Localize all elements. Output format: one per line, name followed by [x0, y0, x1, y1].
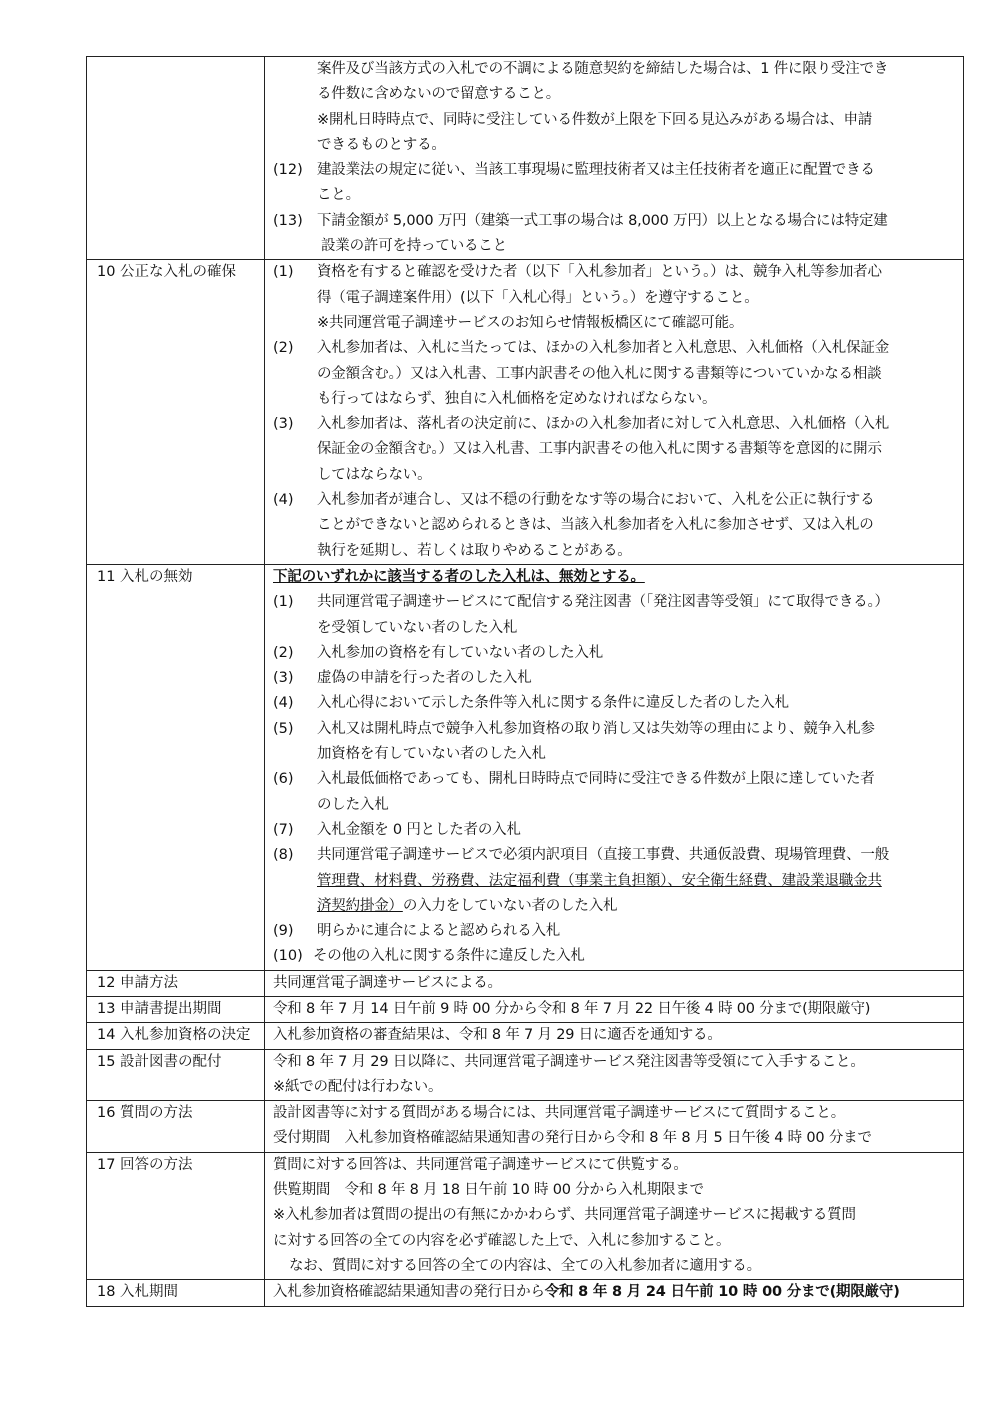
list-item — [273, 488, 955, 564]
text-line: 入札参加資格の審査結果は、令和 8 年 7 月 29 日に適否を通知する。 — [273, 1027, 722, 1044]
text-line: こと。 — [317, 187, 360, 204]
text-line: 令和 8 年 7 月 29 日以降に、共同運営電子調達サービス発注図書等受領にて入手すること。 — [273, 1053, 865, 1070]
text-line: のした入札 — [317, 796, 389, 813]
item-number: (5) — [273, 720, 294, 737]
text-line: 令和 8 年 7 月 14 日午前 9 時 00 分から令和 8 年 7 月 22 日午後 4 時 00 分まで(期限厳守) — [273, 1000, 871, 1017]
item-number: (3) — [273, 416, 294, 433]
text-line: 共同運営電子調達サービスにて配信する発注図書（「発注図書等受領」にて取得できる。） — [317, 594, 889, 611]
list-item — [273, 336, 955, 412]
text-line: 設業の許可を持っていること — [321, 238, 507, 255]
list-item — [273, 691, 955, 716]
text-line: 加資格を有していない者のした入札 — [317, 746, 546, 763]
text-line: 入札金額を 0 円とした者の入札 — [317, 821, 521, 838]
row-label: 13 申請書提出期間 — [87, 996, 265, 1022]
row-label: 11 入札の無効 — [87, 564, 265, 970]
row-content — [265, 996, 964, 1022]
row-content — [265, 260, 964, 565]
text-line: 入札又は開札時点で競争入札参加資格の取り消し又は失効等の理由により、競争入札参 — [317, 720, 875, 737]
text-line: 資格を有すると確認を受けた者（以下「入札参加者」という。）は、競争入札等参加者心 — [317, 264, 882, 281]
deadline-text: 令和 8 年 8 月 24 日午前 10 時 00 分まで(期限厳守) — [544, 1284, 900, 1301]
text-line: を受領していない者のした入札 — [317, 619, 518, 636]
item-number: (1) — [273, 264, 294, 281]
list-item — [273, 260, 955, 336]
item-number: (1) — [273, 594, 294, 611]
list-item — [273, 412, 955, 488]
item-number: (3) — [273, 670, 294, 687]
list-item — [273, 944, 955, 969]
text-line: してはならない。 — [317, 466, 432, 483]
row-content — [265, 1023, 964, 1049]
text-line: 共同運営電子調達サービスによる。 — [273, 974, 502, 991]
text-line: 執行を延期し、若しくは取りやめることがある。 — [317, 542, 632, 559]
text-line: 設計図書等に対する質問がある場合には、共同運営電子調達サービスにて質問すること。 — [273, 1105, 845, 1122]
list-item — [273, 590, 955, 641]
row-label: 17 回答の方法 — [87, 1152, 265, 1279]
row-label: 12 申請方法 — [87, 970, 265, 996]
text-line: 明らかに連合によると認められる入札 — [317, 923, 561, 940]
list-item — [273, 717, 955, 768]
row-label: 18 入札期間 — [87, 1280, 265, 1306]
text-line: 入札参加者は、入札に当たっては、ほかの入札参加者と入札意思、入札価格（入札保証金 — [317, 340, 889, 357]
text-line: の金額含む。）又は入札書、工事内訳書その他入札に関する書類等についていかなる相談 — [317, 365, 882, 382]
row-content — [265, 970, 964, 996]
row-content — [265, 1049, 964, 1101]
text-line: 共同運営電子調達サービスで必須内訳項目（直接工事費、共通仮設費、現場管理費、一般 — [317, 847, 889, 864]
row-label: 16 質問の方法 — [87, 1101, 265, 1153]
list-item — [273, 641, 955, 666]
text-line: 受付期間 入札参加資格確認結果通知書の発行日から令和 8 年 8 月 5 日午後 4 時 00 分まで — [273, 1130, 872, 1147]
text-line: ※紙での配付は行わない。 — [273, 1078, 443, 1095]
document-table — [86, 56, 964, 1307]
text-line: 入札心得において示した条件等入札に関する条件に違反した者のした入札 — [317, 695, 789, 712]
text-line: 入札参加者が連合し、又は不穏の行動をなす等の場合において、入札を公正に執行する — [317, 492, 875, 509]
row-10 — [87, 260, 964, 565]
row-18 — [87, 1280, 964, 1306]
text-line: る件数に含めないので留意すること。 — [317, 86, 561, 103]
text-line: 供覧期間 令和 8 年 8 月 18 日午前 10 時 00 分から入札期限まで — [273, 1182, 704, 1199]
row-16 — [87, 1101, 964, 1153]
list-item — [273, 666, 955, 691]
text-line: ※開札日時時点で、同時に受注している件数が上限を下回る見込みがある場合は、申請 — [317, 111, 873, 128]
text-line: なお、質問に対する回答の全ての内容は、全ての入札参加者に適用する。 — [289, 1257, 761, 1274]
list-item — [273, 767, 955, 818]
text-line: 建設業法の規定に従い、当該工事現場に監理技術者又は主任技術者を適正に配置できる — [317, 162, 875, 179]
text-line: 管理費、材料費、労務費、法定福利費（事業主負担額）、安全衛生経費、建設業退職金共 — [317, 872, 882, 889]
item-number: (8) — [273, 847, 294, 864]
row-11 — [87, 564, 964, 970]
list-item — [273, 919, 955, 944]
row-label: 15 設計図書の配付 — [87, 1049, 265, 1101]
text-line: ※共同運営電子調達サービスのお知らせ情報板橋区にて確認可能。 — [317, 314, 744, 331]
text-line: できるものとする。 — [317, 136, 446, 153]
text-line: に対する回答の全ての内容を必ず確認した上で、入札に参加すること。 — [273, 1232, 731, 1249]
row-15 — [87, 1049, 964, 1101]
text-line: 保証金の金額含む。）又は入札書、工事内訳書その他入札に関する書類等を意図的に開示 — [317, 441, 882, 458]
section-heading: 下記のいずれかに該当する者のした入札は、無効とする。 — [273, 568, 645, 585]
list-item — [273, 843, 955, 919]
row-content — [265, 57, 964, 260]
row-12 — [87, 970, 964, 996]
item-number: (12) — [273, 162, 303, 179]
item-number: (2) — [273, 644, 294, 661]
text-line: 入札最低価格であっても、開札日時時点で同時に受注できる件数が上限に達していた者 — [317, 771, 875, 788]
row-content — [265, 1280, 964, 1306]
text-line: ことができないと認められるときは、当該入札参加者を入札に参加させず、又は入札の — [317, 517, 874, 534]
text-line: ※入札参加者は質問の提出の有無にかかわらず、共同運営電子調達サービスに掲載する質問 — [273, 1207, 856, 1224]
item-number: (13) — [273, 212, 303, 229]
row-label: 10 公正な入札の確保 — [87, 260, 265, 565]
text-line: その他の入札に関する条件に違反した入札 — [313, 948, 585, 965]
row-content — [265, 1101, 964, 1153]
list-item — [273, 158, 955, 209]
row-label: 14 入札参加資格の決定 — [87, 1023, 265, 1049]
text-line: 下請金額が 5,000 万円（建築一式工事の場合は 8,000 万円）以上となる場合には特定建 — [317, 212, 888, 229]
text-line: 虚偽の申請を行った者のした入札 — [317, 670, 532, 687]
item-number: (4) — [273, 492, 294, 509]
text-line: 案件及び当該方式の入札での不調による随意契約を締結した場合は、1 件に限り受注でき — [317, 61, 889, 77]
text-line: 得（電子調達案件用）(以下「入札心得」という。）を遵守すること。 — [317, 289, 759, 306]
item-number: (6) — [273, 771, 294, 788]
text-line: 入札参加の資格を有していない者のした入札 — [317, 644, 603, 661]
text-fragment: 入札参加資格確認結果通知書の発行日から — [273, 1284, 545, 1301]
text-fragment: の入力をしていない者のした入札 — [402, 897, 618, 914]
item-number: (9) — [273, 923, 294, 940]
text-line: 入札参加者は、落札者の決定前に、ほかの入札参加者に対して入札意思、入札価格（入札 — [317, 416, 889, 433]
text-line: 質問に対する回答は、共同運営電子調達サービスにて供覧する。 — [273, 1156, 688, 1173]
row-label-empty — [87, 57, 265, 260]
list-item — [273, 818, 955, 843]
item-number: (10) — [273, 948, 303, 965]
item-number: (2) — [273, 340, 294, 357]
row-content — [265, 564, 964, 970]
row-13 — [87, 996, 964, 1022]
row-9-continuation — [87, 57, 964, 260]
item-number: (4) — [273, 695, 294, 712]
row-17 — [87, 1152, 964, 1279]
item-number: (7) — [273, 821, 294, 838]
row-14 — [87, 1023, 964, 1049]
list-item — [273, 209, 955, 260]
row-content — [265, 1152, 964, 1279]
text-fragment: 済契約掛金） — [317, 897, 403, 914]
text-line: も行ってはならず、独自に入札価格を定めなければならない。 — [317, 390, 717, 407]
